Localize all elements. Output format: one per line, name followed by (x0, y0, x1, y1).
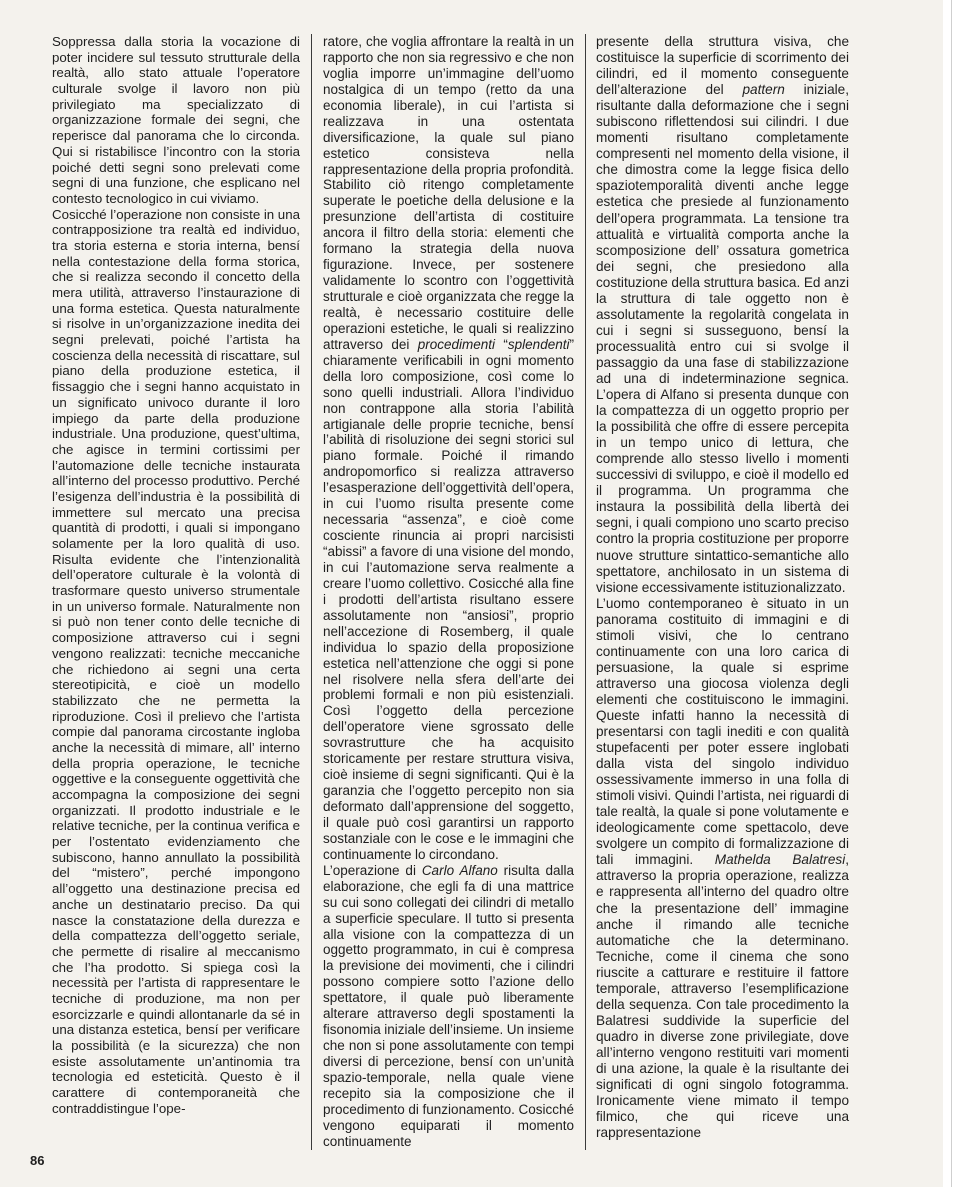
paragraph: L’operazione di Carlo Alfano risulta dalla elaborazione, che egli fa di una mattrice su cui sono collegati dei cilindri di metallo a superficie speculare. Il tutto si presenta alla visione con la compattezza di un oggetto programmato, in cui è compresa la previsione dei movimenti, che i cilindri possono compiere sotto l’azione dello spettatore, il quale può liberamente alterare attraverso degli spostamenti la fisonomia iniziale dell’insieme. Un insieme che non si pone assolutamente con tempi diversi di percezione, bensí con un’unità spazio-temporale, nella quale viene recepito sia la composizione che il procedimento di funzionamento. Cosicché vengono equiparati il momento continuamente (323, 862, 574, 1149)
page-margin-right (943, 0, 961, 1200)
paragraph: L’uomo contemporaneo è situato in un panorama costituito di immagini e di stimoli visivi, che lo centrano continuamente con una loro carica di persuasione, la quale si esprime attraverso una giocosa violenza degli elementi che costituiscono le immagini. Queste infatti hanno la necessità di presentarsi con tagli inediti e con qualità stupefacenti per poter essere inglobati dalla vista del singolo individuo ossessivamente immerso in una folla di stimoli visivi. Quindi l’artista, nei riguardi di tale realtà, la quale si pone volutamente e ideologicamente come spettacolo, deve svolgere un compito di formalizzazione di tali immagini. Mathelda Balatresi, attraverso la propria operazione, realizza e rappresenta all’interno del quadro oltre che la presentazione dell’ immagine anche il rimando alle tecniche automatiche che la determinano. Tecniche, come il cinema che sono riuscite a catturare e restituire il fattore temporale, attraverso l’esemplificazione della sequenza. Con tale procedimento la Balatresi suddivide la superficie del quadro in diverse zone privilegiate, dove all’interno vengono restituiti vari momenti di una azione, la quale è la risultante dei significati di ogni singolo fotogramma. Ironicamente viene mimato il tempo filmico, che qui riceve una rappresentazione (596, 595, 849, 1141)
paragraph: Cosicché l’operazione non consiste in una contrapposizione tra realtà ed individuo, tra storia esterna e storia interna, bensí nella contestazione della forma storica, che si realizza secondo il concetto della mera utilità, attraverso l’instaurazione di una forma estetica. Questa naturalmente si risolve in un’organizzazione inedita dei segni prelevati, poiché l’artista ha coscienza della necessità di riscattare, sul piano della produzione estetica, il fissaggio che i segni hanno acquistato in un significato univoco durante il loro impiego da parte della produzione industriale. Una produzione, quest’ultima, che agisce in termini cortissimi per l’automazione delle tecniche instaurata all’interno del processo produttivo. Perché l’esigenza dell’industria è la possibilità di immettere sul mercato una precisa quantità di prodotti, i quali si impongano solamente per la loro qualità di uso. Risulta evidente che l’intenzionalità dell’operatore culturale è la volontà di trasformare questo universo strumentale in un universo formale. Naturalmente non si può non tener conto delle tecniche di composizione attraverso cui i segni vengono realizzati: tecniche meccaniche che richiedono ai segni una certa stereotipicità, e cioè un modello stabilizzato che ne permetta la riproduzione. Così il prelievo che l’artista compie dal panorama circostante ingloba anche la necessità di mimare, all’ interno della propria operazione, le tecniche oggettive e la conseguente oggettività che accompagna la composizione dei segni organizzati. Il prodotto industriale e le relative tecniche, per la continua verifica e per l’ostentato evidenziamento che subiscono, hanno annullato la possibilità del “mistero”, perché impongono all’oggetto una destinazione precisa ed anche un destinatario preciso. Da qui nasce la constatazione della durezza e della compattezza dell’oggetto seriale, che permette di risalire al meccanismo che l’ha prodotto. Si spiega così la necessità per l’artista di rappresentare le tecniche di produzione, ma non per esorcizzarle e quindi allontanarle da sé in una distanza estetica, bensí per verificare la possibilità (e la sicurezza) che non esiste assolutamente un’antinomia tra tecnologia ed esteticità. Questo è il carattere di contemporaneità che contraddistingue l’ope- (52, 206, 300, 1116)
paragraph: Soppressa dalla storia la vocazione di poter incidere sul tessuto strutturale della realtà, allo stato attuale l’operatore culturale svolge il lavoro non più privilegiato ma specializzato di organizzazione formale dei segni, che reperisce dal panorama che lo circonda. Qui si ristabilisce l’incontro con la storia poiché detti segni sono prelevati come segni di una funzione, che esplicano nel contesto tecnologico in cui viviamo. (52, 34, 300, 206)
paragraph: presente della struttura visiva, che costituisce la superficie di scorrimento dei cilindri, ed il momento conseguente dell’alterazione del pattern iniziale, risultante dalla deformazione che i segni subiscono riflettendosi sui cilindri. I due momenti risultano completamente compresenti nel momento della visione, il che dimostra come la legge fisica dello spaziotemporalità diventi anche legge estetica che presiede al funzionamento dell’opera programmata. La tensione tra attualità e virtualità comporta anche la scomposizione dell’ ossatura gometrica dei segni, che presiedono alla costituzione della struttura basica. Ed anzi la struttura di tale oggetto non è assolutamente la regolarità congelata in cui i segni si susseguono, bensí la processualità entro cui si svolge il passaggio da una fase di stabilizzazione ad una di indeterminazione segnica. L’opera di Alfano si presenta dunque con la compattezza di un oggetto proprio per la possibilità che offre di essere percepita in un tempo unico di lettura, che comprende allo stesso livello i momenti successivi di sviluppo, e cioè il modello ed il programma. Un programma che instaura la possibilità della libertà dei segni, i quali compiono uno scarto preciso contro la propria costituzione per proporre nuove strutture sintattico-semantiche allo spettatore, anchilosato in un sistema di visione eccessivamente istituzionalizzato. (596, 34, 849, 595)
text-column-3 (596, 34, 849, 1141)
page-edge-line (951, 0, 952, 1200)
text-column-1 (52, 34, 300, 1116)
text-column-2 (323, 34, 574, 1150)
page-number: 86 (30, 1153, 45, 1168)
paragraph: ratore, che voglia affrontare la realtà in un rapporto che non sia regressivo e che non voglia imporre un’immagine dell’uomo nostalgica di un tempo (retto da una economia liberale), in cui l’artista si realizzava in una ostentata diversificazione, la quale sul piano estetico consisteva nella rappresentazione della propria profondità. Stabilito ciò ritengo completamente superate le poetiche della delusione e la presunzione dell’artista di costituire ancora il filtro della storia: elementi che formano la strategia della nuova figurazione. Invece, per sostenere validamente lo scontro con l’oggettività strutturale e cioè organizzata che regge la realtà, è necessario costituire delle operazioni estetiche, le quali si realizzino attraverso dei procedimenti “splendenti” chiaramente verificabili in ogni momento della loro composizione, così come lo sono quelli industriali. Allora l’individuo non contrappone alla storia l’abilità artigianale delle proprie tecniche, bensí l’abilità di risoluzione dei segni storici sul piano formale. Poiché il rimando andropomorfico si realizza attraverso l’esasperazione dell’oggettività dell’opera, in cui l’uomo risulta presente come necessaria “assenza”, e cioè come cosciente rinuncia ai propri narcisisti “abissi” a favore di una visione del mondo, in cui l’automazione serva realmente a creare l’uomo collettivo. Cosicché alla fine i prodotti dell’artista risultano essere assolutamente non “ansiosi”, proprio nell’accezione di Rosemberg, il quale individua lo spazio della proposizione estetica nell’attenzione che oggi si pone nel risolvere nella sfera dell’arte dei problemi formali e non più esistenziali. Così l’oggetto della percezione dell’operatore viene sgrossato delle sovrastrutture che ha acquisito storicamente per restare struttura visiva, cioè insieme di segni significanti. Qui è la garanzia che l’oggetto percepito non sia deformato dall’apprensione del soggetto, il quale può così garantirsi un rapporto sostanziale con le cose e le immagini che continuamente lo circondano. (323, 34, 574, 862)
page-margin-bottom (0, 1187, 961, 1200)
column-divider (585, 34, 586, 1150)
column-divider (311, 34, 312, 1150)
